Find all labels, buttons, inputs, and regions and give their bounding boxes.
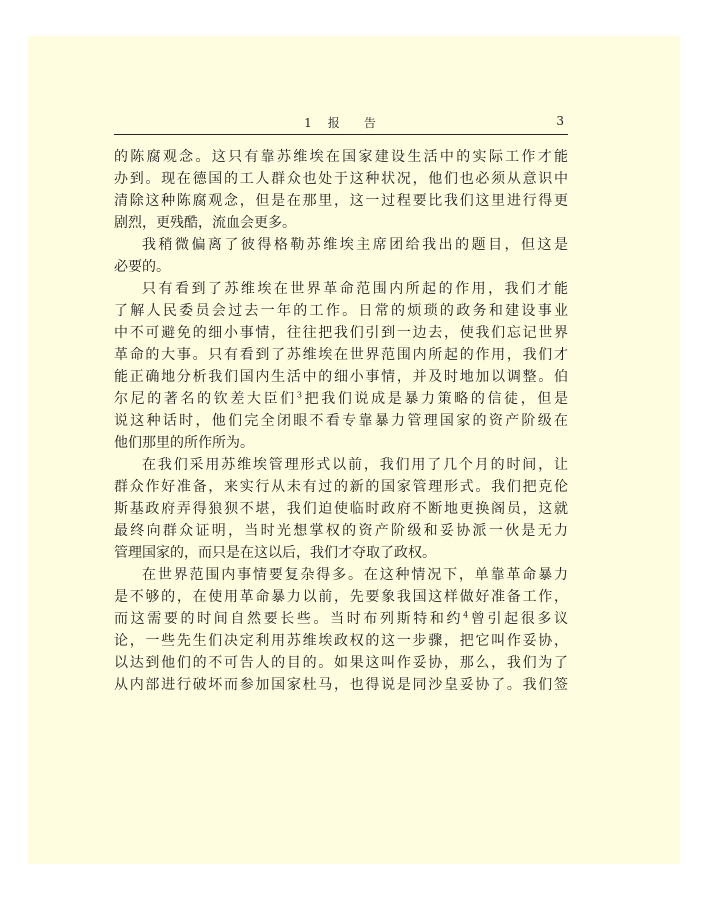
text-line [114,234,568,256]
text-line-segment: 只有看到了苏维埃在世界革命范围内所起的作用，我们才能 [142,281,568,297]
text-line-segment: 而这需要的时间自然要长些。当时布列斯特和约 [114,611,464,627]
text-line [114,168,568,190]
text-line [114,212,568,234]
text-line-segment: 革命的大事。只有看到了苏维埃在世界范围内所起的作用，我们才 [114,347,568,363]
text-line [114,366,568,388]
text-line [114,498,568,520]
text-line [114,190,568,212]
text-line-segment: 最终向群众证明，当时光想掌权的资产阶级和妥协派一伙是无力 [114,523,568,539]
text-line-segment: 把我们说成是暴力策略的信徒，但是 [301,391,569,407]
text-line [114,564,568,586]
text-line [114,542,568,564]
text-line [114,608,568,630]
text-line-segment: 说这种话时，他们完全闭眼不看专靠暴力管理国家的资产阶级在 [114,413,568,429]
text-line [114,652,568,674]
text-line-segment: 清除这种陈腐观念，但是在那里，这一过程要比我们这里进行得更 [114,193,568,209]
text-line-segment: 的陈腐观念。这只有靠苏维埃在国家建设生活中的实际工作才能 [114,149,568,165]
text-line-segment: 管理国家的，而只是在这以后，我们才夺取了政权。 [114,545,436,561]
header-title-char-2: 告 [363,116,378,130]
text-line-segment: 在我们采用苏维埃管理形式以前，我们用了几个月的时间，让 [142,457,568,473]
text-line-segment: 以达到他们的不可告人的目的。如果这叫作妥协，那么，我们为了 [114,655,568,671]
text-line [114,432,568,454]
text-line [114,630,568,652]
text-line-segment: 斯基政府弄得狼狈不堪，我们迫使临时政府不断地更换阁员，这就 [114,501,568,517]
text-line-segment: 能正确地分析我们国内生活中的细小事情，并及时地加以调整。伯 [114,369,568,385]
text-line-segment: 了解人民委员会过去一年的工作。日常的烦琐的政务和建设事业 [114,303,568,319]
text-line [114,454,568,476]
text-line [114,586,568,608]
text-line-segment: 从内部进行破坏而参加国家杜马，也得说是同沙皇妥协了。我们签 [114,677,568,693]
text-line [114,300,568,322]
header-title-char-1: 报 [327,116,342,130]
text-line [114,410,568,432]
text-line-segment: 在世界范围内事情要复杂得多。在这种情况下，单靠革命暴力 [142,567,568,583]
chapter-number: 1 [304,116,314,130]
text-line-segment: 尔尼的著名的钦差大臣们 [114,391,297,407]
text-line-segment: 必要的。 [114,259,170,275]
text-line [114,256,568,278]
text-line-segment: 群众作好准备，来实行从未有过的新的国家管理形式。我们把克伦 [114,479,568,495]
running-header-title [114,114,568,131]
text-line-segment: 曾引起很多议 [468,611,569,627]
text-line-segment: 他们那里的所作所为。 [114,435,254,451]
body-text [114,146,568,696]
text-line [114,146,568,168]
text-line [114,476,568,498]
text-line-segment: 剧烈，更残酷，流血会更多。 [114,215,296,231]
text-line [114,344,568,366]
page-number: 3 [556,114,564,128]
text-line [114,674,568,696]
footnote-marker[interactable]: 4 [463,610,469,620]
text-line [114,520,568,542]
text-line [114,388,568,410]
text-line [114,278,568,300]
text-line-segment: 是不够的，在使用革命暴力以前，先要象我国这样做好准备工作， [114,589,568,605]
text-line-segment: 办到。现在德国的工人群众也处于这种状况，他们也必须从意识中 [114,171,568,187]
text-line-segment: 论，一些先生们决定利用苏维埃政权的这一步骤，把它叫作妥协， [114,633,568,649]
text-line-segment: 我稍微偏离了彼得格勒苏维埃主席团给我出的题目，但这是 [142,237,568,253]
footnote-marker[interactable]: 3 [296,390,302,400]
text-line-segment: 中不可避免的细小事情，往往把我们引到一边去，使我们忘记世界 [114,325,568,341]
running-header [114,112,568,135]
text-line [114,322,568,344]
